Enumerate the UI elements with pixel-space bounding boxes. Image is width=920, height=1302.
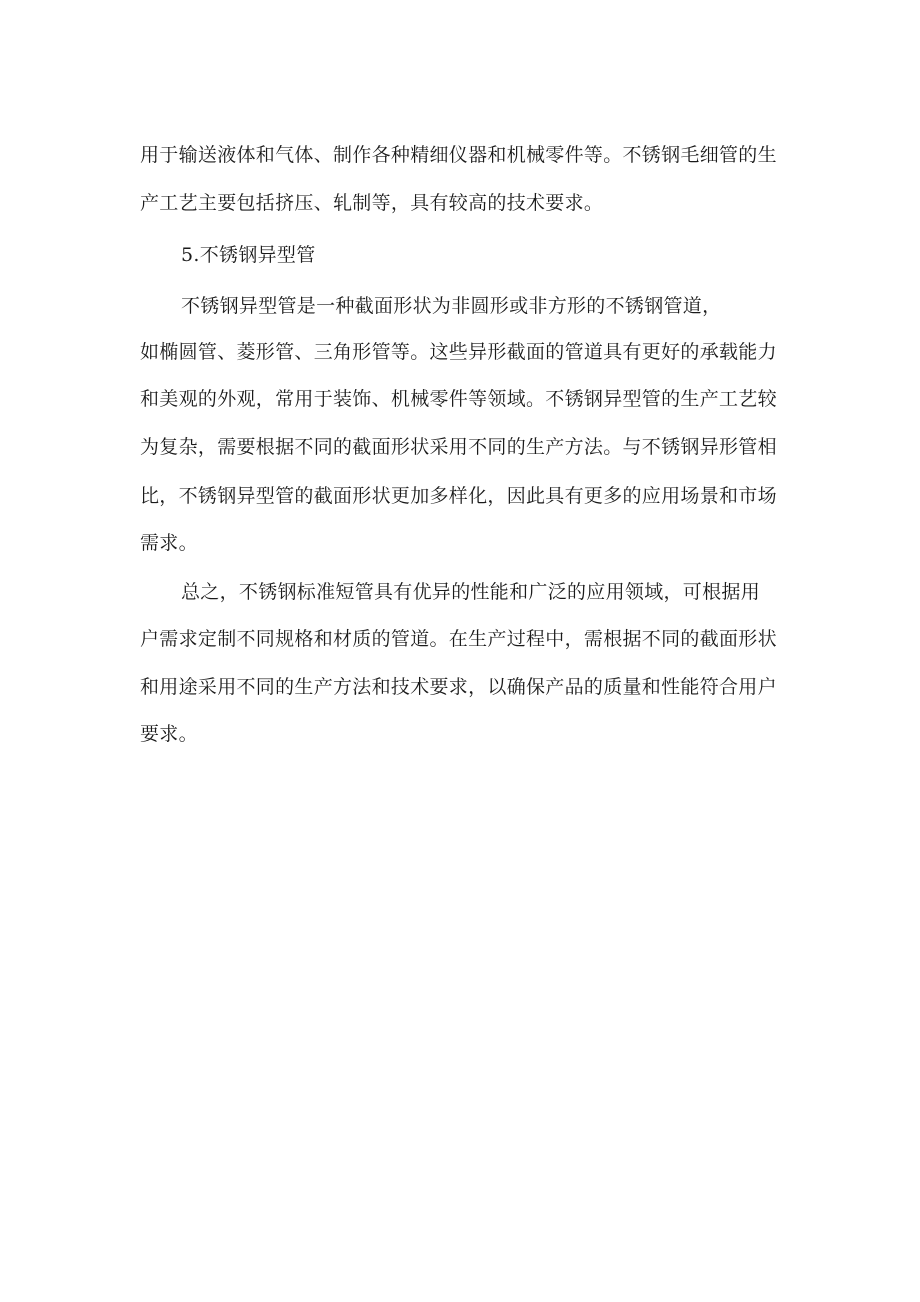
paragraph-2-line-2: 如椭圆管、菱形管、三角形管等。这些异形截面的管道具有更好的承载能力 xyxy=(140,341,777,363)
section-heading-5: 5.不锈钢异型管 xyxy=(181,244,316,266)
paragraph-3-line-4: 要求。 xyxy=(140,723,198,745)
paragraph-2-line-5: 比，不锈钢异型管的截面形状更加多样化，因此具有更多的应用场景和市场 xyxy=(140,485,777,507)
paragraph-2-line-1: 不锈钢异型管是一种截面形状为非圆形或非方形的不锈钢管道， xyxy=(181,295,722,317)
paragraph-1-line-2: 产工艺主要包括挤压、轧制等，具有较高的技术要求。 xyxy=(140,192,604,214)
paragraph-2-line-4: 为复杂，需要根据不同的截面形状采用不同的生产方法。与不锈钢异形管相 xyxy=(140,436,777,458)
paragraph-2-line-6: 需求。 xyxy=(140,532,198,554)
paragraph-3-line-3: 和用途采用不同的生产方法和技术要求，以确保产品的质量和性能符合用户 xyxy=(140,676,777,698)
paragraph-3-line-2: 户需求定制不同规格和材质的管道。在生产过程中，需根据不同的截面形状 xyxy=(140,628,777,650)
paragraph-3-line-1: 总之，不锈钢标准短管具有优异的性能和广泛的应用领域，可根据用 xyxy=(181,581,761,603)
paragraph-1-line-1: 用于输送液体和气体、制作各种精细仪器和机械零件等。不锈钢毛细管的生 xyxy=(140,144,777,166)
paragraph-2-line-3: 和美观的外观，常用于装饰、机械零件等领域。不锈钢异型管的生产工艺较 xyxy=(140,388,777,410)
